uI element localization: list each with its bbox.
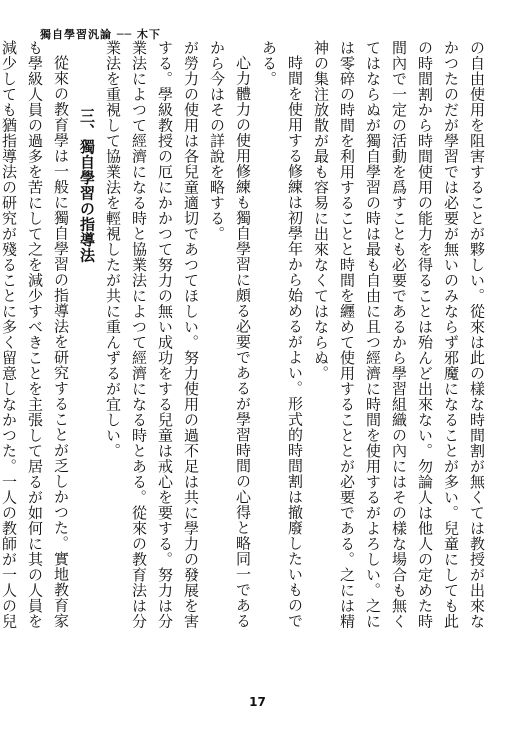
running-head: 獨自學習汎論 ── 木下: [40, 28, 161, 41]
paragraph: が勞力の使用は各兒童適切であつてほしい。努力使用の過不足は共に學力の發展を害する。學級教授の厄にかかつて努力の無い成功をする兒童は戒心を要する。努力は分業法によつて經濟になる時と協業法によつて經濟になる時とある。從來の教育法は分業法を重視して協業法を輕視したが共に重んずるが宜しい。: [104, 40, 200, 629]
paragraph: 從來の教育學は一般に獨自學習の指導法を研究することが乏しかつた。實地教育家も學級人員の過多を苦にして之を減少すべきことを主張して居るが如何に其の人員を減少しても猶指導法の研究が殘ることに多く留意しなかつた。一人の教師が一人の兒: [0, 40, 70, 629]
section-heading: 三、獨自學習の指導法: [78, 107, 96, 263]
paragraph: 心力體力の使用修練も獨自學習に頗る必要であるが學習時間の心得と略同一であるから今はその詳說を略する。: [208, 40, 252, 629]
body-text: [0, 40, 490, 640]
paragraph: 時間を使用する修練は初學年から始めるがよい。形式的時間割は撤廢したいものである。: [260, 40, 304, 629]
paragraph: の自由使用を阻害することが夥しい。從來は此の樣な時間割が無くては教授が出來なかつたのだが學習では必要が無いのみならず邪魔になることが多い。兒童にしても此の時間割から時間使用の能力を得ることは殆んど出來ない。勿論人は他人の定めた時間內で一定の活動を爲すことも必要であるから學習組織の內にはその樣な場合も無くてはならぬが獨自學習の時は最も自由に且つ經濟に時間を使用するがよろしい。之には零碎の時間を利用することと時間を纒めて使用することとが必要である。之には精神の集注放散が最も容易に出來なくてはならぬ。: [312, 40, 486, 629]
page-number: 17: [249, 695, 266, 709]
